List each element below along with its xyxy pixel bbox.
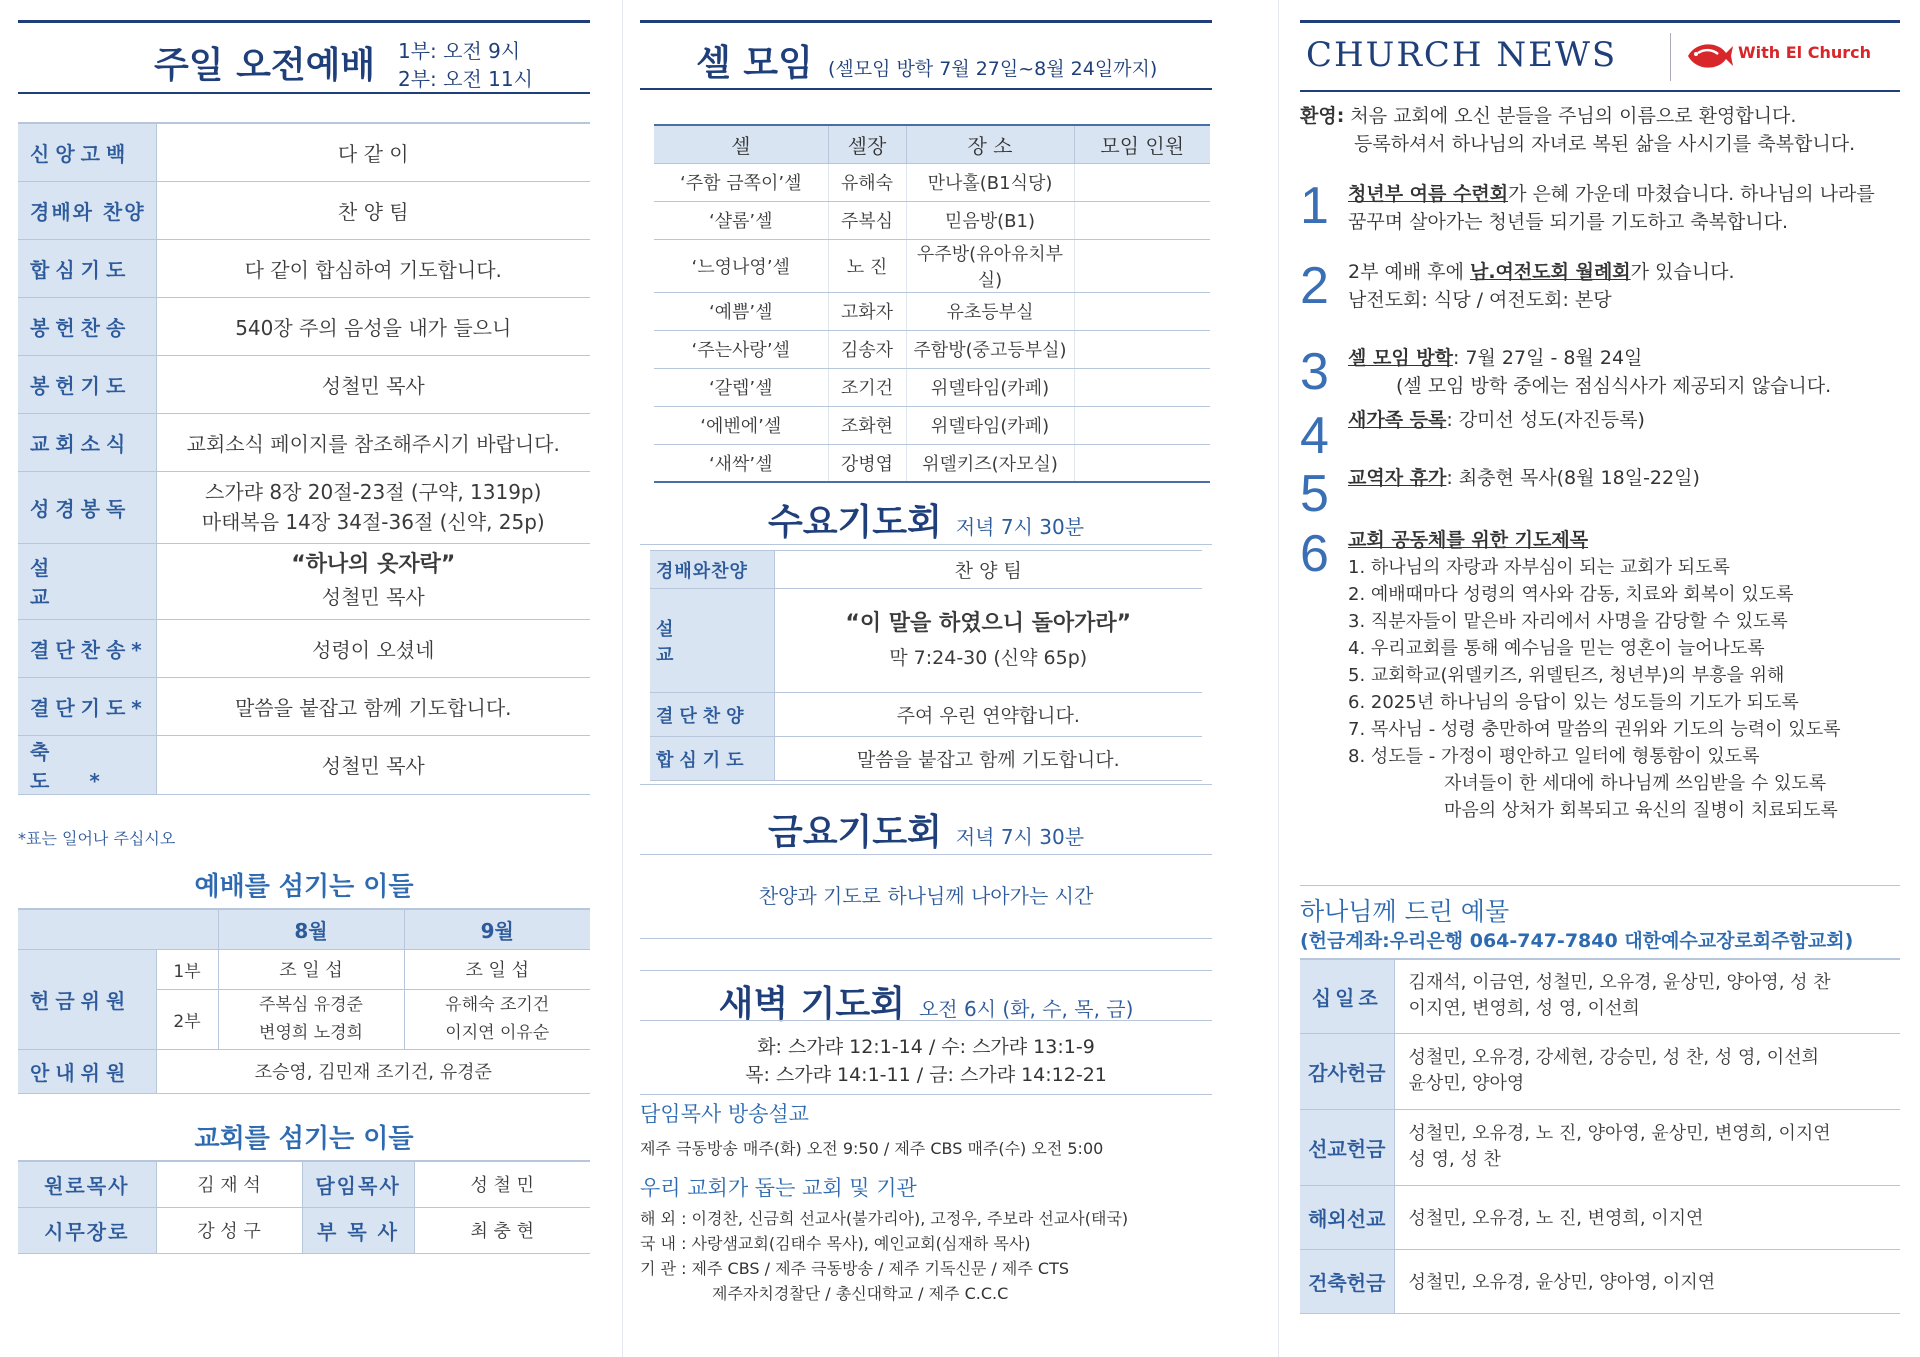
news-item-1 (1348, 180, 1875, 208)
friday-title: 금요기도회 (767, 812, 942, 853)
row-value: 주여 우린 연약합니다. (774, 693, 1202, 737)
news-item-3-line2: (셀 모임 방학 중에는 점심식사가 제공되지 않습니다. (1396, 375, 1832, 397)
cell-place: 우주방(유아유치부실) (906, 239, 1074, 292)
support-title: 우리 교회가 돕는 교회 및 기관 (640, 1176, 917, 1200)
cell-heading (696, 35, 1157, 86)
news-item-2 (1348, 258, 1735, 286)
news-item-2-title: 남.여전도회 월례회 (1469, 261, 1631, 283)
row-value: 성철민 목사 (156, 735, 590, 794)
prayer-item: 3. 직분자들이 맡은바 자리에서 사명을 감당할 수 있도록 (1348, 611, 1788, 632)
row-label: 교회소식 (18, 413, 156, 471)
offering-names: 성철민, 오유경, 윤상민, 양아영, 이지연 (1394, 1249, 1900, 1313)
news-item-2-pre: 2부 예배 후에 (1348, 261, 1470, 283)
wednesday-sermon-text: 막 7:24-30 (신약 65p) (889, 646, 1088, 669)
guide-committee-label: 안내위원 (18, 1049, 156, 1093)
table-row (1300, 1249, 1900, 1313)
table-row (654, 292, 1210, 330)
table-row (650, 589, 1202, 693)
row-value: 성령이 오셨네 (156, 619, 590, 677)
sunday-time-1: 1부: 오전 9시 (398, 39, 521, 63)
offering-title: 하나님께 드린 예물 (1300, 897, 1510, 926)
news-item-6-title: 교회 공동체를 위한 기도제목 (1348, 529, 1589, 551)
cell-count (1074, 239, 1210, 292)
table-row (18, 909, 590, 949)
stand-note: *표는 일어나 주십시오 (18, 829, 176, 848)
table-row (654, 201, 1210, 239)
offering-names-2: 이지연, 변영희, 성 영, 이선희 (1408, 998, 1640, 1020)
news-item-2-text: 가 있습니다. (1630, 261, 1735, 283)
news-item-1-title: 청년부 여름 수련회 (1348, 183, 1509, 205)
table-row (650, 693, 1202, 737)
row-value: 다 같이 합심하여 기도합니다. (156, 239, 590, 297)
table-row (1300, 1033, 1900, 1109)
table-row (1300, 1185, 1900, 1249)
news-item-2-line2: 남전도회: 식당 / 여전도회: 본당 (1348, 289, 1612, 311)
table-row (654, 239, 1210, 292)
cell-count (1074, 163, 1210, 201)
row-value: 성철민 목사 (156, 355, 590, 413)
news-title: CHURCH NEWS (1306, 35, 1618, 75)
senior-pastor-name: 성 철 민 (414, 1161, 590, 1207)
cell-leader: 강병엽 (828, 444, 906, 482)
prayer-item-8b: 자녀들이 한 세대에 하나님께 쓰임받을 수 있도록 (1444, 773, 1827, 794)
sunday-header (18, 20, 590, 94)
table-row (18, 735, 590, 794)
news-number: 5 (1300, 465, 1329, 523)
row-value: 교회소식 페이지를 참조해주시기 바랍니다. (156, 413, 590, 471)
offering-names: 성철민, 오유경, 강세현, 강승민, 성 찬, 성 영, 이선희 (1408, 1047, 1819, 1068)
table-row (654, 163, 1210, 201)
prayer-item: 6. 2025년 하나님의 응답이 있는 성도들의 기도가 되도록 (1348, 692, 1799, 713)
church-servers-title: 교회를 섬기는 이들 (194, 1124, 414, 1154)
table-row (1300, 1109, 1900, 1185)
news-panel (1300, 0, 1900, 1357)
table-row (18, 297, 590, 355)
prayer-item: 8. 성도들 - 가정이 평안하고 일터에 형통함이 있도록 (1348, 746, 1760, 767)
cell-break-note: (셀모임 방학 7월 27일~8월 24일까지) (827, 58, 1158, 80)
senior-pastor-label: 담임목사 (302, 1161, 414, 1207)
table-row (18, 1161, 590, 1207)
welcome-label: 환영: (1300, 105, 1345, 127)
row-label: 봉헌기도 (18, 355, 156, 413)
wednesday-heading (640, 494, 1212, 545)
cell-count (1074, 201, 1210, 239)
associate-pastor-name: 최 충 현 (414, 1207, 590, 1253)
row-label: 결단찬송* (18, 619, 156, 677)
cell-leader: 조기건 (828, 368, 906, 406)
row-value: 찬 양 팀 (156, 181, 590, 239)
wednesday-title: 수요기도회 (767, 502, 942, 543)
dawn-time: 오전 6시 (화, 수, 목, 금) (918, 997, 1134, 1021)
friday-time: 저녁 7시 30분 (955, 825, 1085, 849)
broadcast-title: 담임목사 방송설교 (640, 1102, 809, 1126)
table-row (18, 123, 590, 181)
dawn-title: 새벽 기도회 (718, 984, 905, 1025)
cell-name: ‘샬롬’셀 (654, 201, 828, 239)
prayer-item: 5. 교회학교(위델키즈, 위델틴즈, 청년부)의 부흥을 위해 (1348, 665, 1785, 686)
welcome-line-1 (1300, 102, 1796, 130)
cell-place: 위델타임(카페) (906, 368, 1074, 406)
scripture-1: 스가랴 8장 20절-23절 (구약, 1319p) (205, 480, 542, 504)
row-label: 해외선교 (1300, 1185, 1394, 1249)
cell-leader: 조화현 (828, 406, 906, 444)
sermon-preacher: 성철민 목사 (321, 585, 425, 609)
serving-elder-label: 시무장로 (18, 1207, 156, 1253)
welcome-text-1: 처음 교회에 오신 분들을 주님의 이름으로 환영합니다. (1350, 105, 1797, 127)
table-row (1300, 959, 1900, 1033)
cell-count (1074, 406, 1210, 444)
news-item-5-title: 교역자 휴가 (1348, 467, 1447, 489)
prayer-item: 7. 목사님 - 성령 충만하여 말씀의 권위와 기도의 능력이 있도록 (1348, 719, 1841, 740)
cell-leader: 유해숙 (828, 163, 906, 201)
col-leader: 셀장 (828, 125, 906, 163)
row-label: 결단찬양 (650, 693, 774, 737)
wednesday-table (650, 550, 1202, 781)
dawn-line-1: 화: 스가랴 12:1-14 / 수: 스가랴 13:1-9 (757, 1036, 1095, 1058)
news-item-4-title: 새가족 등록 (1348, 409, 1447, 431)
associate-pastor-label: 부 목 사 (302, 1207, 414, 1253)
table-row (18, 677, 590, 735)
news-number: 3 (1300, 343, 1329, 401)
row-value: 다 같 이 (156, 123, 590, 181)
col-place: 장 소 (906, 125, 1074, 163)
table-row (18, 1049, 590, 1093)
offering-names-2: 윤상민, 양아영 (1408, 1073, 1525, 1094)
offering-account: (헌금계좌:우리은행 064-747-7840 대한예수교장로회주함교회) (1300, 930, 1854, 952)
cell-name: ‘새싹’셀 (654, 444, 828, 482)
news-item-5-text: : 최충현 목사(8월 18일-22일) (1446, 467, 1700, 489)
table-row (18, 239, 590, 297)
col-count: 모임 인원 (1074, 125, 1210, 163)
dawn-line-2: 목: 스가랴 14:1-11 / 금: 스가랴 14:12-21 (745, 1064, 1107, 1086)
cell-table (654, 124, 1210, 483)
sunday-title: 주일 오전예배 (154, 45, 376, 86)
friday-desc: 찬양과 기도로 하나님께 나아가는 시간 (758, 884, 1094, 908)
row-label: 축 도* (18, 735, 156, 794)
elder-pastor-label: 원로목사 (18, 1161, 156, 1207)
table-row (654, 368, 1210, 406)
row-label: 경배와찬양 (650, 551, 774, 589)
news-number: 2 (1300, 257, 1329, 315)
elder-pastor-name: 김 재 석 (156, 1161, 302, 1207)
offering-names: 성철민, 오유경, 노 진, 변영희, 이지연 (1394, 1185, 1900, 1249)
prayer-item-8c: 마음의 상처가 회복되고 육신의 질병이 치료되도록 (1444, 800, 1838, 821)
news-number: 1 (1300, 177, 1329, 235)
cell-count (1074, 444, 1210, 482)
news-item-5 (1348, 464, 1700, 492)
aug-part2-b: 변영희 노경희 (259, 1023, 363, 1043)
meetings-panel (640, 0, 1212, 1357)
table-row (18, 543, 590, 619)
row-label: 설 교 (18, 543, 156, 619)
row-value: 말씀을 붙잡고 함께 기도합니다. (774, 737, 1202, 781)
table-row (654, 330, 1210, 368)
month-sep: 9월 (404, 909, 590, 949)
table-header-row (654, 125, 1210, 163)
table-row (18, 413, 590, 471)
news-header (1300, 20, 1900, 92)
cell-name: ‘예쁨’셀 (654, 292, 828, 330)
news-item-3-title: 셀 모임 방학 (1348, 347, 1453, 369)
table-row (18, 355, 590, 413)
row-label: 감사헌금 (1300, 1033, 1394, 1109)
cell-leader: 고화자 (828, 292, 906, 330)
prayer-list (1348, 554, 1840, 824)
welcome-line-2: 등록하셔서 하나님의 자녀로 복된 삶을 사시기를 축복합니다. (1354, 133, 1856, 155)
serving-elder-name: 강 성 구 (156, 1207, 302, 1253)
support-overseas: 해 외 : 이경찬, 신금희 선교사(불가리아), 고정우, 주보라 선교사(태국) (640, 1209, 1129, 1228)
prayer-item: 2. 예배때마다 성령의 역사와 감동, 치료와 회복이 있도록 (1348, 584, 1794, 605)
row-value: 말씀을 붙잡고 함께 기도합니다. (156, 677, 590, 735)
table-row (18, 181, 590, 239)
sunday-order-table (18, 122, 590, 795)
offering-names: 성철민, 오유경, 노 진, 양아영, 윤상민, 변영희, 이지연 (1408, 1123, 1831, 1144)
friday-heading (640, 804, 1212, 855)
sunday-panel (18, 0, 590, 1357)
row-label: 합심기도 (650, 737, 774, 781)
news-item-4-text: : 강미선 성도(자진등록) (1446, 409, 1645, 431)
part-2: 2부 (156, 989, 218, 1049)
row-label: 합심기도 (18, 239, 156, 297)
cell-place: 유초등부실 (906, 292, 1074, 330)
table-row (18, 619, 590, 677)
cell-place: 만나홀(B1식당) (906, 163, 1074, 201)
logo-text: With El Church (1738, 43, 1872, 62)
aug-part1: 조 일 섭 (218, 949, 404, 989)
month-aug: 8월 (218, 909, 404, 949)
church-servers-table (18, 1160, 590, 1254)
wednesday-sermon-title: “이 말을 하였으니 돌아가라” (845, 610, 1132, 636)
cell-place: 위델타임(카페) (906, 406, 1074, 444)
table-row (650, 737, 1202, 781)
row-label: 신앙고백 (18, 123, 156, 181)
table-row (18, 949, 590, 989)
row-value: 540장 주의 음성을 내가 들으니 (156, 297, 590, 355)
broadcast-text: 제주 극동방송 매주(화) 오전 9:50 / 제주 CBS 매주(수) 오전 5:00 (640, 1139, 1104, 1158)
cell-count (1074, 330, 1210, 368)
offering-names: 김재석, 이금연, 성철민, 오유경, 윤상민, 양아영, 성 찬 (1408, 972, 1831, 994)
prayer-item: 1. 하나님의 자랑과 자부심이 되는 교회가 되도록 (1348, 557, 1730, 578)
cell-name: ‘에벤에’셀 (654, 406, 828, 444)
fish-logo-icon (1684, 39, 1734, 73)
news-item-3-text: : 7월 27일 - 8월 24일 (1453, 347, 1643, 369)
table-row (18, 471, 590, 543)
row-value: 찬 양 팀 (774, 551, 1202, 589)
cell-place: 위델키즈(자모실) (906, 444, 1074, 482)
cell-header (640, 20, 1212, 90)
row-label: 경배와 찬양 (18, 181, 156, 239)
cell-title: 셀 모임 (696, 43, 813, 84)
row-label: 설 교 (650, 589, 774, 693)
offering-committee-label: 헌금위원 (18, 949, 156, 1049)
offering-names-2: 성 영, 성 찬 (1408, 1149, 1501, 1170)
row-label: 선교헌금 (1300, 1109, 1394, 1185)
news-item-1-text: 가 은혜 가운데 마쳤습니다. 하나님의 나라를 (1508, 183, 1875, 205)
row-label: 봉헌찬송 (18, 297, 156, 355)
row-label: 십일조 (1300, 959, 1394, 1033)
support-domestic: 국 내 : 사랑샘교회(김태수 목사), 예인교회(심재하 목사) (640, 1234, 1031, 1253)
row-label: 건축헌금 (1300, 1249, 1394, 1313)
row-label: 결단기도* (18, 677, 156, 735)
cell-name: ‘주는사랑’셀 (654, 330, 828, 368)
table-row (654, 406, 1210, 444)
cell-leader: 노 진 (828, 239, 906, 292)
news-item-4 (1348, 406, 1645, 434)
support-institutions-2: 제주자치경찰단 / 총신대학교 / 제주 C.C.C (712, 1284, 1009, 1303)
prayer-item: 4. 우리교회를 통해 예수님을 믿는 영혼이 늘어나도록 (1348, 638, 1765, 659)
cell-name: ‘갈렙’셀 (654, 368, 828, 406)
table-row (654, 444, 1210, 482)
scripture-2: 마태복음 14장 34절-36절 (신약, 25p) (201, 510, 545, 534)
news-item-3 (1348, 344, 1642, 372)
news-item-6 (1348, 526, 1588, 554)
cell-name: ‘느영나영’셀 (654, 239, 828, 292)
cell-name: ‘주함 금쪽이’셀 (654, 163, 828, 201)
guide-committee-value: 조승영, 김민재 조기건, 유경준 (156, 1049, 590, 1093)
church-logo (1684, 39, 1872, 77)
cell-place: 믿음방(B1) (906, 201, 1074, 239)
cell-leader: 주복심 (828, 201, 906, 239)
sep-part2-b: 이지연 이유순 (445, 1023, 550, 1043)
row-label: 성경봉독 (18, 471, 156, 543)
servers-title: 예배를 섬기는 이들 (194, 872, 414, 902)
news-number: 6 (1300, 525, 1329, 583)
news-item-1-line2: 꿈꾸며 살아가는 청년들 되기를 기도하고 축복합니다. (1348, 211, 1789, 233)
sermon-title: “하나의 옷자락” (291, 552, 456, 577)
servers-table (18, 908, 590, 1094)
table-row (650, 551, 1202, 589)
aug-part2-a: 주복심 유경준 (259, 995, 363, 1015)
news-number: 4 (1300, 407, 1329, 465)
sep-part2-a: 유해숙 조기건 (445, 995, 550, 1015)
support-institutions: 기 관 : 제주 CBS / 제주 극동방송 / 제주 기독신문 / 제주 CTS (640, 1259, 1070, 1278)
sep-part1: 조 일 섭 (404, 949, 590, 989)
part-1: 1부 (156, 949, 218, 989)
offering-table (1300, 958, 1900, 1314)
cell-count (1074, 368, 1210, 406)
cell-count (1074, 292, 1210, 330)
table-row (18, 1207, 590, 1253)
col-cell: 셀 (654, 125, 828, 163)
cell-leader: 김송자 (828, 330, 906, 368)
wednesday-time: 저녁 7시 30분 (955, 515, 1085, 539)
sunday-time-2: 2부: 오전 11시 (398, 67, 533, 91)
cell-place: 주함방(중고등부실) (906, 330, 1074, 368)
